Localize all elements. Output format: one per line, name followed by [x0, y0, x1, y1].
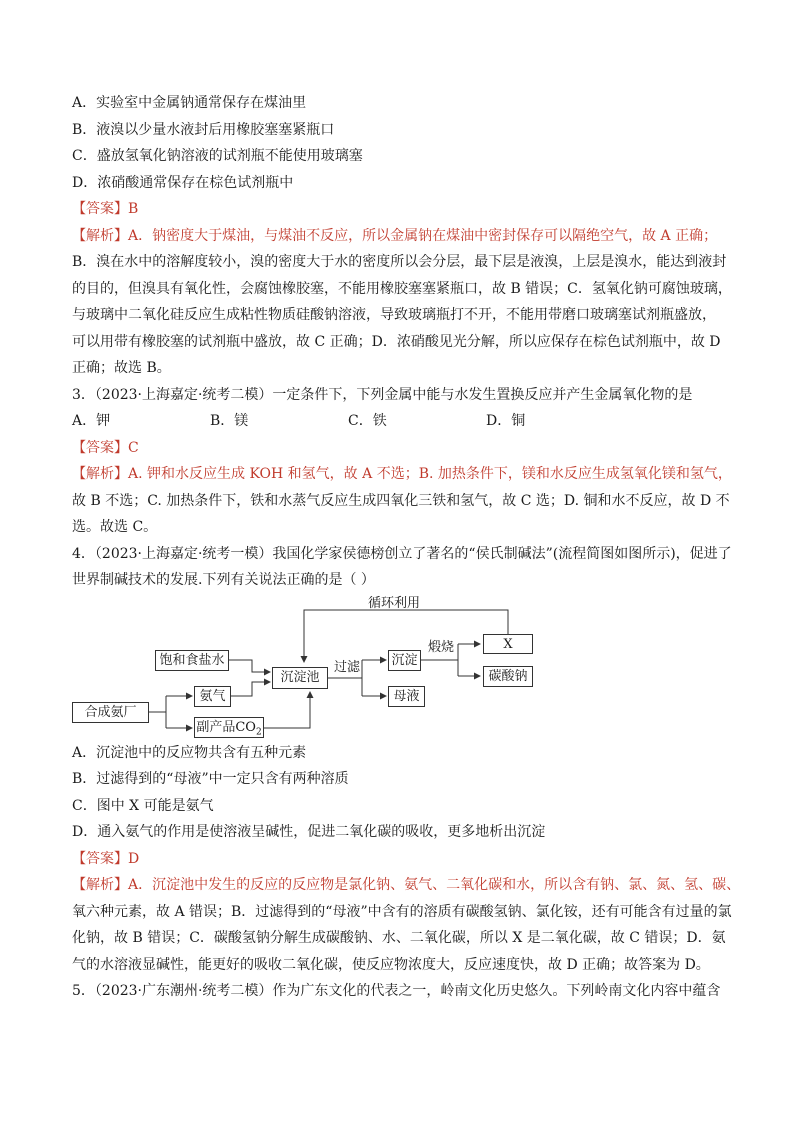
option-b: B．过滤得到的“母液”中一定只含有两种溶质	[72, 771, 349, 787]
q2-options	[72, 90, 732, 196]
analysis-line: 与玻璃中二氧化硅反应生成粘性物质硅酸钠溶液，导致玻璃瓶打不开，不能用带磨口玻璃塞试剂瓶盛放，	[72, 307, 716, 323]
calcine-label: 煅烧	[428, 639, 455, 655]
q2-analysis	[72, 223, 732, 382]
option-a: A．沉淀池中的反应物共含有五种元素	[72, 744, 307, 761]
option-a: A．实验室中金属钠通常保存在煤油里	[72, 95, 307, 111]
analysis-line: 故 B 不选；C. 加热条件下，铁和水蒸气反应生成四氧化三铁和氢气，故 C 选；D. 铜和水不反应，故 D 不	[72, 492, 730, 509]
analysis-text: 【解析】A．沉淀池中发生的反应的反应物是氯化钠、氨气、二氧化碳和水，所以含有钠、氯、氮、氢、碳、	[72, 877, 741, 893]
settling-tank-box: 沉淀池	[272, 667, 328, 689]
analysis-line: 选。故选 C。	[72, 519, 158, 535]
option-a: A．钾	[72, 413, 111, 429]
analysis-line	[72, 223, 732, 250]
soda-box: 碳酸钠	[483, 666, 533, 687]
brine-box: 饱和食盐水	[155, 650, 229, 671]
byproduct-sub: 2	[255, 727, 262, 738]
option-d: D．通入氨气的作用是使溶液呈碱性，促进二氧化碳的吸收，更多地析出沉淀	[72, 824, 546, 840]
q4-stem-line: 4．（2023·上海嘉定·统考一模）我国化学家侯德榜创立了著名的“侯氏制碱法”(流程简图如图所示)，促进了	[72, 545, 732, 562]
analysis-line: 可以用带有橡胶塞的试剂瓶中盛放，故 C 正确；D．浓硝酸见光分解，所以应保存在棕色试剂瓶中，故 D	[72, 333, 721, 350]
analysis-line: B．溴在水中的溶解度较小，溴的密度大于水的密度所以会分层，最下层是液溴，上层是溴水，能达到液封	[72, 254, 727, 270]
option-d: D．铜	[486, 413, 526, 429]
q4-answer: 【答案】D	[72, 850, 140, 867]
q5-stem: 5．（2023·广东潮州·统考二模）作为广东文化的代表之一，岭南文化历史悠久。下列岭南文化内容中蕴含	[72, 983, 721, 999]
byproduct-text: 副产品CO	[196, 719, 256, 735]
question-page	[72, 90, 741, 1005]
option-b: B．液溴以少量水液封后用橡胶塞塞紧瓶口	[72, 121, 335, 138]
q4-analysis	[72, 872, 741, 978]
q3-stem: 3．（2023·上海嘉定·统考二模）一定条件下，下列金属中能与水发生置换反应并产生金属氧化物的是	[72, 386, 693, 403]
q3-answer: 【答案】C	[72, 439, 139, 456]
analysis-line: 的目的，但溴具有氧化性，会腐蚀橡胶塞，不能用橡胶塞塞紧瓶口，故 B 错误；C．氢氧化钠可腐蚀玻璃，	[72, 280, 732, 297]
mother-liquor-box: 母液	[388, 686, 425, 707]
q3-analysis	[72, 461, 732, 541]
q2-answer: 【答案】B	[72, 201, 139, 217]
analysis-line: 化钠，故 B 错误；C．碳酸氢钠分解生成碳酸钠、水、二氧化碳，所以 X 是二氧化碳，故 C 错误；D．氨	[72, 930, 726, 946]
analysis-text: 【解析】A. 钾和水反应生成 KOH 和氢气，故 A 不选；B. 加热条件下，镁和水反应生成氢氧化镁和氢气，	[72, 466, 732, 482]
analysis-line: 气的水溶液显碱性，能更好的吸收二氧化碳，使反应物浓度大，反应速度快，故 D 正确；故答案为 D。	[72, 956, 710, 973]
process-flow-diagram	[72, 596, 732, 736]
analysis-line: 正确；故选 B。	[72, 360, 171, 376]
analysis-text: 【解析】A．钠密度大于煤油，与煤油不反应，所以金属钠在煤油中密封保存可以隔绝空气，故 A 正确；	[72, 227, 718, 244]
option-b: B．镁	[210, 413, 249, 429]
q3-options	[72, 408, 732, 435]
ammonia-plant-box: 合成氨厂	[72, 702, 149, 723]
precipitate-box: 沉淀	[388, 650, 421, 671]
option-c: C．盛放氢氧化钠溶液的试剂瓶不能使用玻璃塞	[72, 148, 363, 164]
option-c: C．图中 X 可能是氨气	[72, 797, 214, 814]
ammonia-box: 氨气	[194, 686, 231, 707]
analysis-line	[72, 872, 741, 899]
x-box: X	[483, 634, 533, 654]
byproduct-box	[194, 717, 264, 738]
q4-options	[72, 740, 732, 846]
option-c: C．铁	[348, 413, 387, 429]
analysis-line: 氧六种元素，故 A 错误；B．过滤得到的“母液”中含有的溶质有碳酸氢钠、氯化铵，还有可能含有过量的氯	[72, 903, 732, 920]
q4-stem-line: 世界制碱技术的发展.下列有关说法正确的是（ ）	[72, 572, 375, 588]
recycle-label: 循环利用	[368, 595, 421, 611]
analysis-line	[72, 461, 732, 488]
option-d: D．浓硝酸通常保存在棕色试剂瓶中	[72, 174, 294, 191]
filter-label: 过滤	[334, 659, 361, 675]
